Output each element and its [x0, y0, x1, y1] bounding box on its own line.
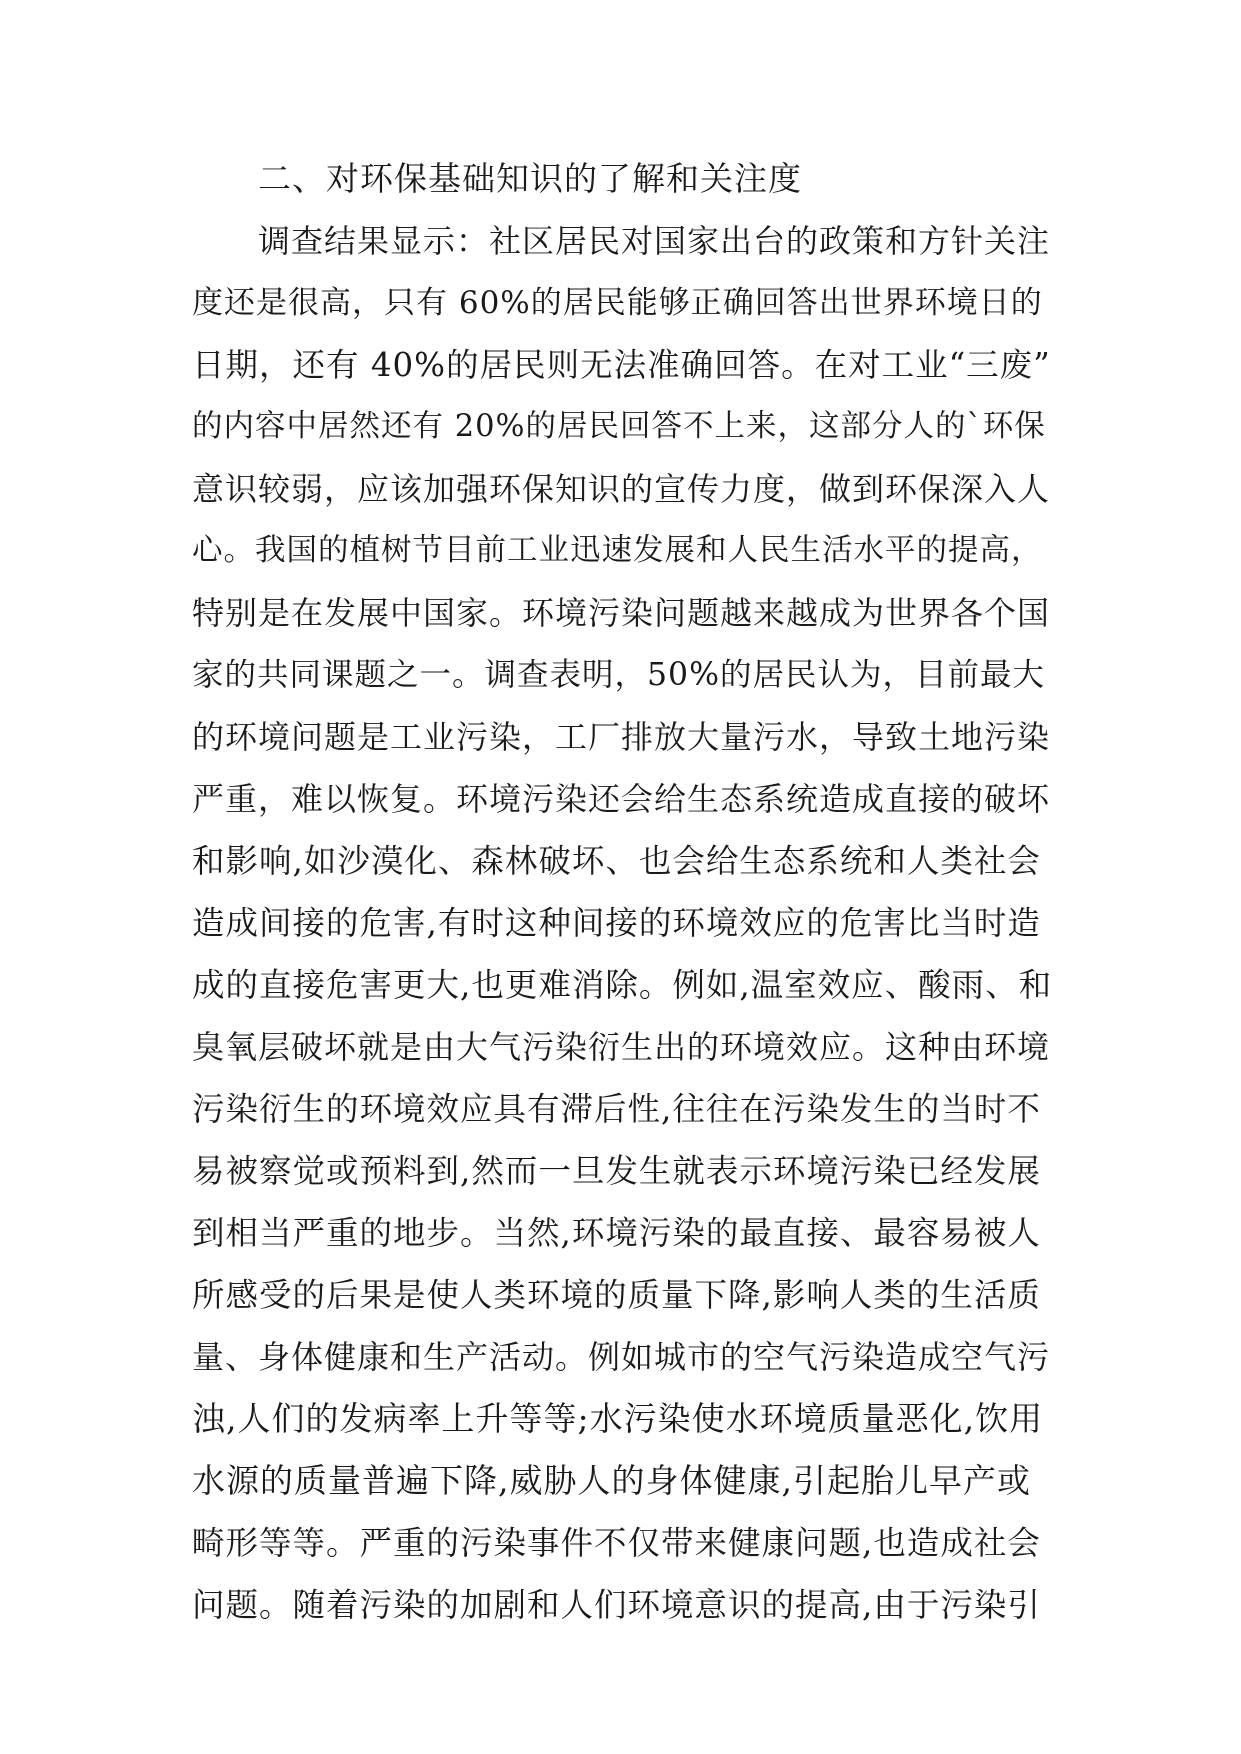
paragraph-line: 问题。随着污染的加剧和人们环境意识的提高,由于污染引 [192, 1586, 1041, 1624]
paragraph-line: 心。我国的植树节目前工业迅速发展和人民生活水平的提高， [192, 533, 1043, 568]
paragraph-line: 严重，难以恢复。环境污染还会给生态系统造成直接的破坏 [192, 780, 1051, 818]
paragraph-line: 浊,人们的发病率上升等等;水污染使水环境质量恶化,饮用 [192, 1399, 1044, 1438]
paragraph-line: 的内容中居然还有 20%的居民回答不上来，这部分人的`环保 [192, 409, 1046, 444]
paragraph-line: 的环境问题是工业污染，工厂排放大量污水，导致土地污染 [192, 718, 1051, 756]
paragraph-line: 到相当严重的地步。当然,环境污染的最直接、最容易被人 [192, 1214, 1041, 1252]
paragraph-line: 度还是很高，只有 60%的居民能够正确回答出世界环境日的 [192, 285, 1043, 321]
paragraph-line: 水源的质量普遍下降,威胁人的身体健康,引起胎儿早产或 [192, 1461, 1031, 1500]
section-heading: 二、对环保基础知识的了解和关注度 [258, 159, 802, 198]
paragraph-line: 意识较弱，应该加强环保知识的宣传力度，做到环保深入人 [192, 470, 1051, 508]
paragraph-line: 所感受的后果是使人类环境的质量下降,影响人类的生活质 [192, 1276, 1041, 1314]
paragraph-line: 污染衍生的环境效应具有滞后性,往往在污染发生的当时不 [192, 1090, 1041, 1128]
paragraph-line: 特别是在发展中国家。环境污染问题越来越成为世界各个国 [192, 594, 1051, 632]
paragraph-line: 调查结果显示：社区居民对国家出台的政策和方针关注 [258, 222, 1051, 260]
paragraph-line: 成的直接危害更大,也更难消除。例如,温室效应、酸雨、和 [192, 966, 1053, 1004]
paragraph-line: 易被察觉或预料到,然而一旦发生就表示环境污染已经发展 [192, 1152, 1041, 1190]
paragraph-line: 臭氧层破坏就是由大气污染衍生出的环境效应。这种由环境 [192, 1028, 1051, 1066]
paragraph-line: 畸形等等。严重的污染事件不仅带来健康问题,也造成社会 [192, 1524, 1041, 1562]
paragraph-line: 量、身体健康和生产活动。例如城市的空气污染造成空气污 [192, 1338, 1051, 1376]
paragraph-line: 日期，还有 40%的居民则无法准确回答。在对工业“三废” [192, 346, 1051, 384]
paragraph-line: 和影响,如沙漠化、森林破坏、也会给生态系统和人类社会 [192, 842, 1041, 880]
paragraph-line: 造成间接的危害,有时这种间接的环境效应的危害比当时造 [192, 904, 1041, 942]
paragraph-line: 家的共同课题之一。调查表明，50%的居民认为，目前最大 [192, 657, 1046, 693]
